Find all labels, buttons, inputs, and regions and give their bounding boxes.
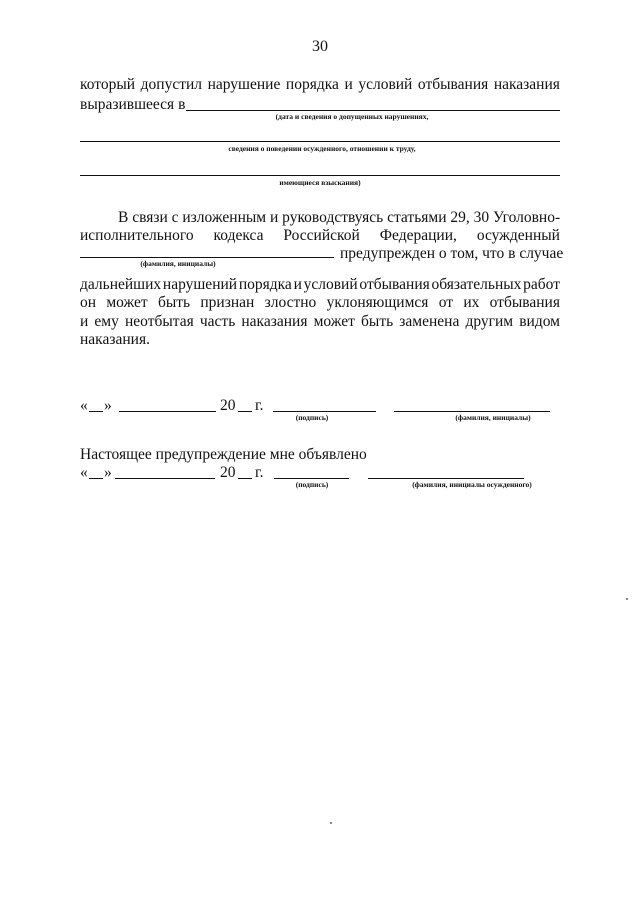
word: и <box>80 313 89 330</box>
word: уклоняющимся <box>326 294 429 311</box>
warning-line-7: наказания. <box>80 331 150 348</box>
word: Федерации, <box>379 227 457 244</box>
ack-caption-convict-name: (фамилия, инициалы осужденного) <box>412 480 532 489</box>
acknowledgement-text: Настоящее предупреждение мне объявлено <box>80 446 367 463</box>
word: работ <box>523 276 560 293</box>
behavior-blank-line[interactable] <box>80 141 560 142</box>
scan-speck <box>330 822 332 824</box>
ack-caption-signature: (подпись) <box>295 480 329 489</box>
page-number: 30 <box>312 38 328 55</box>
warning-line-6 <box>80 313 560 331</box>
ack-signature-blank-line[interactable] <box>274 478 349 479</box>
caption-officer-name: (фамилия, инициалы) <box>455 413 531 422</box>
ack-date-quote-close: » <box>104 464 112 481</box>
word: видом <box>519 313 560 330</box>
ack-date-year-suffix: г. <box>255 464 264 481</box>
warning-line-3-suffix: предупрежден о том, что в случае <box>340 245 564 262</box>
warning-line-5 <box>80 294 560 312</box>
date-year-prefix: 20 <box>220 397 236 414</box>
violation-blank-line[interactable] <box>186 110 560 111</box>
word: признан <box>200 294 255 311</box>
ack-date-month-blank[interactable] <box>115 478 215 479</box>
word: порядка <box>238 276 292 293</box>
word: от <box>438 294 454 311</box>
ack-date-quote-open: « <box>80 464 88 481</box>
word: нарушений <box>162 276 238 293</box>
warning-line-2 <box>80 227 560 245</box>
word: и <box>344 76 353 93</box>
word: заменена <box>399 313 460 330</box>
date-year-suffix: г. <box>255 397 264 414</box>
officer-name-blank-line[interactable] <box>394 411 550 412</box>
caption-violation: (дата и сведения о допущенных нарушениях, <box>275 112 429 121</box>
convict-name-blank-line[interactable] <box>80 257 334 258</box>
word: Российской <box>283 227 360 244</box>
word: осужденный <box>476 227 560 244</box>
word: наказания <box>241 313 308 330</box>
word: исполнительного <box>80 227 194 244</box>
warning-line-4 <box>80 276 560 294</box>
date-quote-close: » <box>104 397 112 414</box>
word: быть <box>361 313 394 330</box>
ack-date-day-blank[interactable] <box>89 478 103 479</box>
word: который <box>80 76 136 93</box>
word: их <box>463 294 480 311</box>
caption-signature: (подпись) <box>295 413 329 422</box>
caption-penalties: имеющиеся взыскания) <box>279 178 361 187</box>
date-year-blank[interactable] <box>238 411 252 412</box>
word: нарушение <box>207 76 281 93</box>
word: отбывания <box>359 276 430 293</box>
word: условий <box>303 276 358 293</box>
word: может <box>106 294 148 311</box>
warning-line-1: В связи с изложенным и руководствуясь статьями 29, 30 Уголовно- <box>118 209 561 226</box>
word: отбывания <box>417 76 489 93</box>
intro-line-2-prefix: выразившееся в <box>80 96 186 113</box>
word: порядка <box>285 76 339 93</box>
word: другим <box>465 313 514 330</box>
word: наказания <box>493 76 560 93</box>
date-quote-open: « <box>80 397 88 414</box>
caption-convict-name: (фамилия, инициалы) <box>140 259 216 268</box>
word: обязательных <box>431 276 522 293</box>
word: быть <box>157 294 191 311</box>
scan-speck <box>626 598 628 600</box>
word: дальнейших <box>80 276 162 293</box>
intro-line-1 <box>80 76 560 94</box>
word: условий <box>358 76 413 93</box>
ack-convict-name-blank-line[interactable] <box>368 478 524 479</box>
penalties-blank-line[interactable] <box>80 175 560 176</box>
caption-behavior: сведения о поведении осужденного, отношении к труду, <box>228 144 416 153</box>
word: часть <box>199 313 236 330</box>
date-day-blank[interactable] <box>89 411 103 412</box>
word: может <box>313 313 355 330</box>
word: и <box>293 276 302 293</box>
word: неотбытая <box>124 313 194 330</box>
word: кодекса <box>213 227 264 244</box>
word: допустил <box>140 76 203 93</box>
ack-date-year-blank[interactable] <box>238 478 252 479</box>
word: отбывания <box>489 294 560 311</box>
word: он <box>80 294 97 311</box>
date-month-blank[interactable] <box>119 411 216 412</box>
word: злостно <box>264 294 317 311</box>
ack-date-year-prefix: 20 <box>220 464 236 481</box>
signature-blank-line[interactable] <box>273 411 376 412</box>
word: ему <box>94 313 119 330</box>
